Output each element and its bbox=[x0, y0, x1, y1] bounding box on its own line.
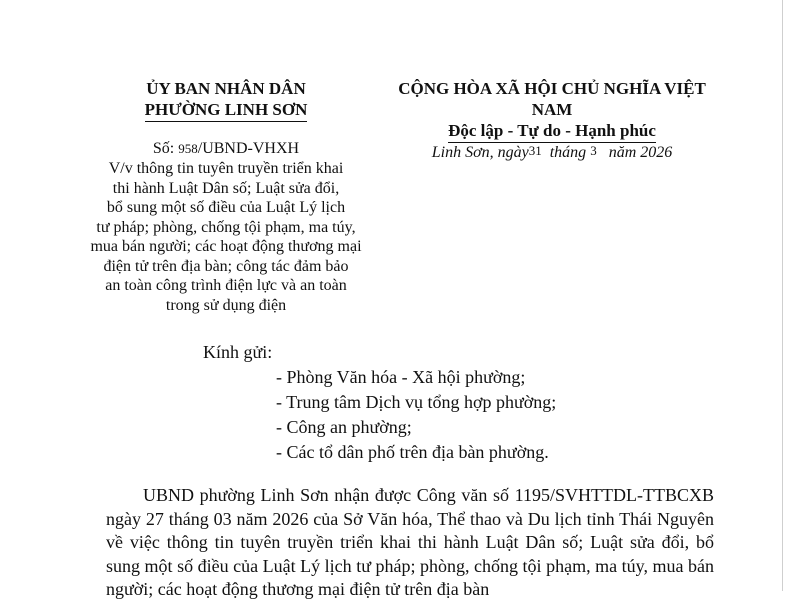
dateline-place: Linh Sơn, ngày bbox=[431, 144, 529, 161]
dateline-year: năm 2026 bbox=[608, 144, 673, 161]
dateline-day: 31 bbox=[528, 143, 542, 158]
dateline bbox=[383, 141, 721, 163]
salutation-label: Kính gửi: bbox=[203, 342, 273, 362]
dateline-month-label: tháng bbox=[549, 144, 587, 161]
document-subject bbox=[70, 159, 382, 315]
subject-line: trong sử dụng điện bbox=[165, 296, 287, 314]
issuing-authority-header bbox=[70, 78, 382, 122]
document-number-suffix: /UBND-VHXH bbox=[197, 140, 300, 157]
body-paragraph: UBND phường Linh Sơn nhận được Công văn số 1195/SVHTTDL-TTBCXB ngày 27 tháng 03 năm 2026 của Sở Văn hóa, Thể thao và Du lịch tỉnh Thái Nguyên về việc thông tin tuyên truyền triển khai thi hành Luật Dân số; Luật sửa đổi, bổ sung một số điều của Luật Lý lịch tư pháp; phòng, chống tội phạm, ma túy, mua bán người; các hoạt động thương mại điện tử trên địa bàn bbox=[106, 485, 714, 599]
recipient-item: - Các tổ dân phố trên địa bàn phường. bbox=[276, 442, 549, 462]
recipient-item: - Trung tâm Dịch vụ tổng hợp phường; bbox=[276, 392, 557, 412]
recipient-item: - Công an phường; bbox=[276, 417, 412, 437]
national-motto: Độc lập - Tự do - Hạnh phúc bbox=[448, 120, 656, 143]
authority-line-2: PHƯỜNG LINH SƠN bbox=[145, 99, 308, 122]
subject-line: điện tử trên địa bàn; công tác đảm bảo bbox=[103, 257, 349, 275]
document-number bbox=[70, 139, 382, 159]
recipient-list bbox=[276, 365, 556, 465]
subject-line: tư pháp; phòng, chống tội phạm, ma túy, bbox=[96, 218, 356, 236]
recipient-item: - Phòng Văn hóa - Xã hội phường; bbox=[276, 367, 526, 387]
national-header bbox=[383, 78, 721, 143]
subject-line: thi hành Luật Dân số; Luật sửa đổi, bbox=[112, 179, 340, 197]
dateline-month: 3 bbox=[590, 143, 597, 158]
national-title: CỘNG HÒA XÃ HỘI CHỦ NGHĨA VIỆT NAM bbox=[398, 79, 706, 119]
document-number-value: 958 bbox=[178, 141, 198, 156]
authority-line-1: ỦY BAN NHÂN DÂN bbox=[146, 79, 306, 98]
subject-line: mua bán người; các hoạt động thương mại bbox=[90, 238, 362, 255]
page-edge-divider bbox=[782, 0, 783, 591]
subject-line: V/v thông tin tuyên truyền triển khai bbox=[108, 160, 344, 177]
document-number-prefix: Số: bbox=[152, 140, 175, 157]
subject-line: bổ sung một số điều của Luật Lý lịch bbox=[106, 199, 346, 216]
subject-line: an toàn công trình điện lực và an toàn bbox=[105, 277, 347, 294]
